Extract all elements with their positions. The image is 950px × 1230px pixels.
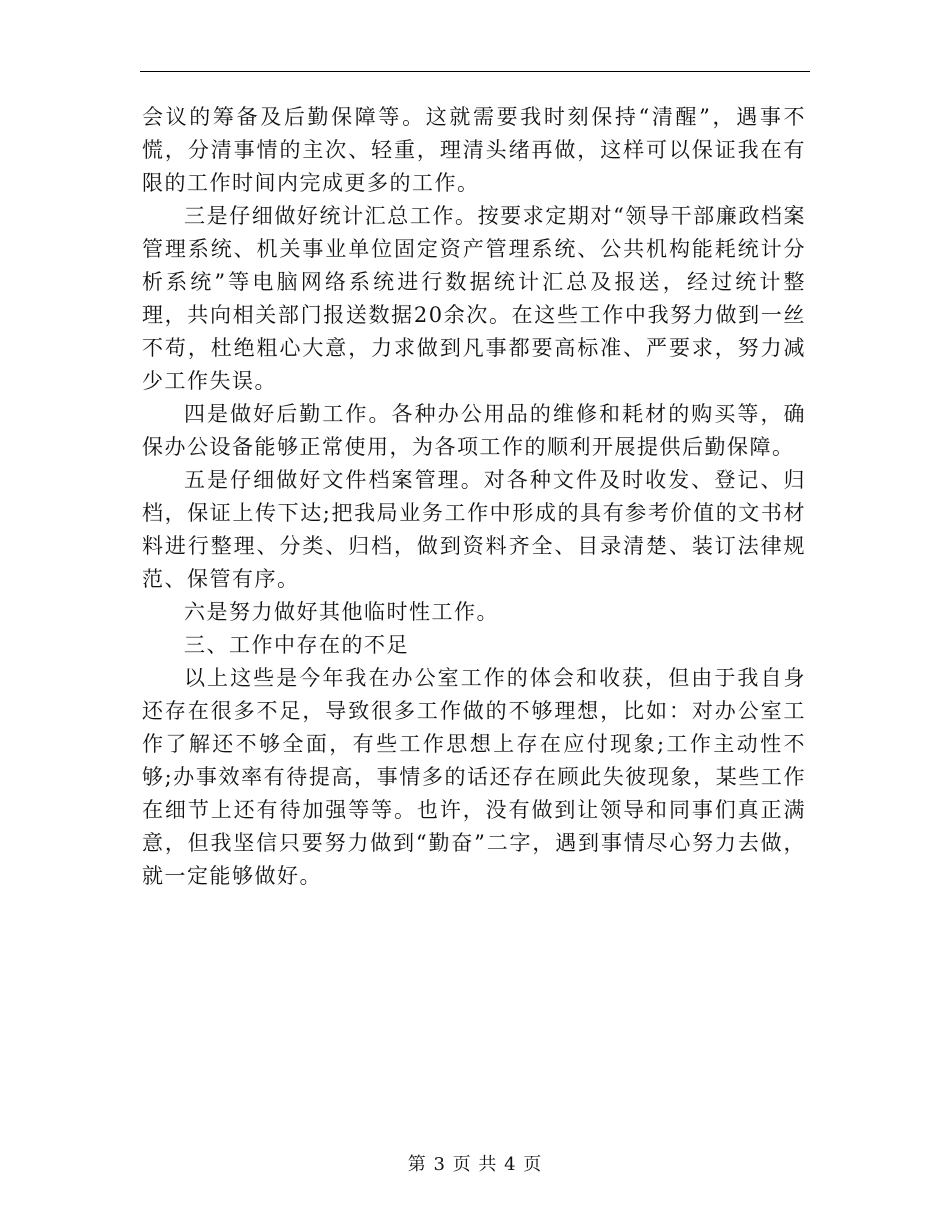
section-heading: 三、工作中存在的不足	[184, 633, 409, 657]
paragraph: 四是做好后勤工作。各种办公用品的维修和耗材的购买等，确保办公设备能够正常使用，为各项工作的顺利开展提供后勤保障。	[142, 402, 806, 459]
paragraph: 五是仔细做好文件档案管理。对各种文件及时收发、登记、归档，保证上传下达;把我局业务工作中形成的具有参考价值的文书材料进行整理、分类、归档，做到资料齐全、目录清楚、装订法律规范、保管有序。	[142, 468, 806, 591]
header-rule	[140, 71, 810, 72]
paragraph: 以上这些是今年我在办公室工作的体会和收获，但由于我自身还存在很多不足，导致很多工作做的不够理想，比如：对办公室工作了解还不够全面，有些工作思想上存在应付现象;工作主动性不够;办事效率有待提高，事情多的话还存在顾此失彼现象，某些工作在细节上还有待加强等等。也许，没有做到让领导和同事们真正满意，但我坚信只要努力做到“勤奋”二字，遇到事情尽心努力去做，就一定能够做好。	[142, 666, 806, 888]
paragraph: 会议的筹备及后勤保障等。这就需要我时刻保持“清醒”，遇事不慌，分清事情的主次、轻重，理清头绪再做，这样可以保证我在有限的工作时间内完成更多的工作。	[142, 105, 806, 195]
page-number-footer: 第 3 页 共 4 页	[407, 1154, 543, 1175]
document-body	[142, 101, 806, 893]
paragraph: 三是仔细做好统计汇总工作。按要求定期对“领导干部廉政档案管理系统、机关事业单位固定资产管理系统、公共机构能耗统计分析系统”等电脑网络系统进行数据统计汇总及报送，经过统计整理，共向相关部门报送数据20余次。在这些工作中我努力做到一丝不苟，杜绝粗心大意，力求做到凡事都要高标准、严要求，努力减少工作失误。	[142, 204, 806, 393]
paragraph: 六是努力做好其他临时性工作。	[184, 600, 499, 624]
